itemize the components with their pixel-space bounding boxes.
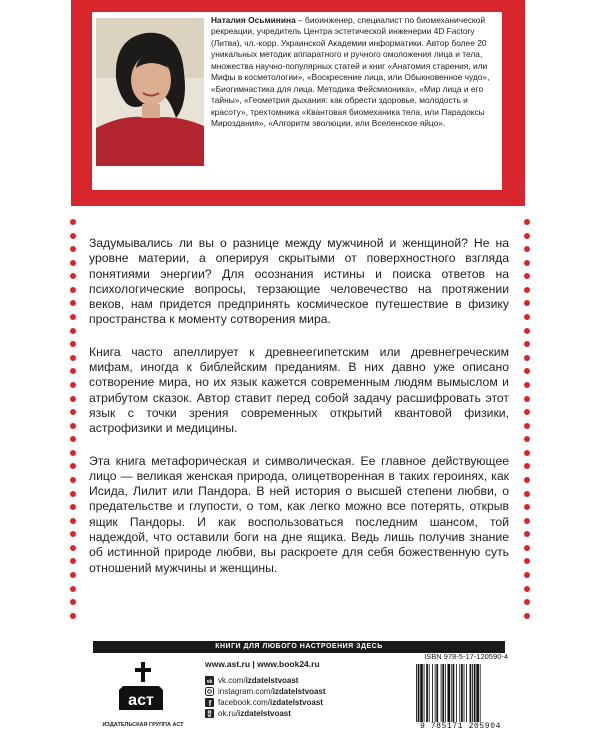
social-prefix: instagram.com/ <box>218 687 273 696</box>
barcode-bar <box>429 664 430 722</box>
logo-text: аст <box>128 692 154 709</box>
description-paragraph: Задумывались ли вы о разнице между мужчиной и женщиной? Не на уровне материи, а оперируя скрытыми от поверхностного взгляда понятиями энергии? Для осознания истины и поиска ответов на психологические вопросы, терзающие человечество на протяжении веков, нам придется предпринять космическое путешествие в физику пространства к моменту сотворения мира. <box>89 236 509 327</box>
slogan-band: КНИГИ ДЛЯ ЛЮБОГО НАСТРОЕНИЯ ЗДЕСЬ <box>93 641 505 653</box>
facebook-icon <box>205 698 214 707</box>
publisher-label: ИЗДАТЕЛЬСКАЯ ГРУППА АСТ <box>102 722 184 728</box>
barcode-bar <box>435 664 436 722</box>
social-link-facebook[interactable] <box>205 697 375 708</box>
barcode-bar <box>432 664 433 722</box>
barcode-bar <box>420 664 423 722</box>
barcode-bar <box>441 664 442 722</box>
social-prefix: ok.ru/ <box>218 709 239 718</box>
barcode-bar <box>472 664 473 722</box>
social-handle: izdatelstvoast <box>238 709 291 718</box>
barcode-bar <box>426 664 428 722</box>
social-prefix: vk.com/ <box>218 676 246 685</box>
websites[interactable]: www.ast.ru | www.book24.ru <box>205 659 320 669</box>
instagram-icon <box>205 687 214 696</box>
social-prefix: facebook.com/ <box>218 698 271 707</box>
author-bio <box>211 15 498 130</box>
vk-icon <box>205 676 214 685</box>
svg-text:vk: vk <box>206 678 213 685</box>
barcode-bar <box>424 664 425 722</box>
social-handle: izdatelstvoast <box>272 687 326 696</box>
barcode-bar <box>418 664 420 722</box>
publisher-links <box>205 659 375 719</box>
svg-text:f: f <box>208 699 212 707</box>
barcode-bar <box>453 664 455 722</box>
book-description <box>89 236 509 593</box>
author-name: Наталия Осьминина <box>211 15 296 25</box>
social-link-vk[interactable] <box>205 675 375 686</box>
social-link-instagram[interactable] <box>205 686 375 697</box>
barcode-bar <box>436 664 438 722</box>
barcode-bar <box>470 664 472 722</box>
barcode-bar <box>445 664 446 722</box>
isbn: ISBN 978-5-17-120590-4 <box>424 652 508 661</box>
left-dot-border <box>69 219 77 619</box>
right-dot-border <box>523 219 531 619</box>
barcode-bar <box>480 664 481 722</box>
barcode-bar <box>459 664 460 722</box>
author-photo <box>96 18 204 166</box>
author-bio-text: – биоинженер, специалист по биомеханической рекреации, учредитель Центра эстетической инженерии 4D Factory (Литва), чл.-корр. Украинской Академии информатики. Автор более 20 уникальных методик аппаратного и ручного омоложения лица и тела, множества научно-популярных статей и книг «Анатомия старения, или Мифы в косметологии», «Воскресение лица, или Обыкновенное чудо», «Биогимнастика для лица. Методика Фейсмионика», «Мир лица и его тайны», «Геометрия дыхания: как обрести здоровье, молодость и красоту», трехтомника «Квантовая биомеханика тела, или Парадоксы Мироздания», «Алгоритм эволюции, или Вселенское яйцо». <box>211 15 490 129</box>
barcode-bar <box>442 664 444 722</box>
barcode-bar <box>451 664 452 722</box>
barcode <box>413 664 508 722</box>
barcode-bar <box>476 664 479 722</box>
social-handle: izdatelstvoast <box>245 676 299 685</box>
barcode-bar <box>474 664 476 722</box>
social-link-ok[interactable] <box>205 708 375 719</box>
barcode-bar <box>466 664 467 722</box>
odnoklassniki-icon <box>205 709 214 718</box>
social-handle: izdatelstvoast <box>270 698 323 707</box>
description-paragraph: Эта книга метафорическая и символическая. Ее главное действующее лицо — великая женская природа, олицетворенная в таких героинях, как Исида, Лилит или Пандора. В ней история о высшей степени любви, о предательстве и глупости, о том, как легко можно все потерять, открыв ящик Пандоры. И как воспользоваться последним шансом, той надеждой, что оставили боги на дне ящика. Ведь лишь получив знание об истинной природе любви, вы раскроете для себя божественную суть отношений мужчины и женщины. <box>89 453 509 575</box>
description-paragraph: Книга часто апеллирует к древнеегипетским или древнегреческим мифам, иногда к библейским преданиям. В них давно уже описано сотворение мира, но их язык кажется современным людям вымыслом и атрибутом сказок. Автор ставит перед собой задачу расшифровать этот язык с точки зрения современных открытий квантовой физики, астрофизики и медицины. <box>89 344 509 436</box>
barcode-bar <box>447 664 450 722</box>
barcode-bar <box>461 664 463 722</box>
barcode-bar <box>416 664 417 722</box>
barcode-digits: 9 785171 205904 <box>419 722 501 731</box>
barcode-bar <box>456 664 457 722</box>
barcode-bar <box>464 664 465 722</box>
